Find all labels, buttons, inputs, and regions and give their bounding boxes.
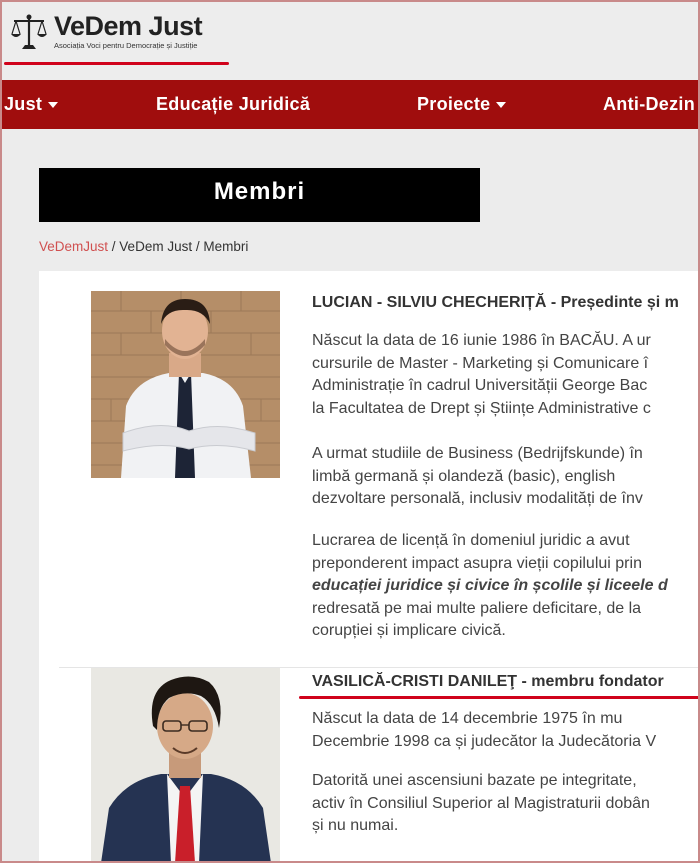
bio-line: preponderent impact asupra vieții copilului prin — [312, 554, 642, 572]
logo-title: VeDem Just — [54, 11, 203, 41]
breadcrumb-separator: / — [108, 239, 120, 254]
bio-line: cursurile de Master - Marketing și Comunicare î — [312, 354, 649, 372]
member-bio-paragraph — [312, 443, 700, 511]
site-header — [0, 0, 700, 80]
bio-line: Administrație în cadrul Universității George Bac — [312, 377, 648, 395]
nav-item-just[interactable] — [4, 80, 58, 129]
main-nav — [0, 80, 700, 129]
bio-line: dezvoltare personală, inclusiv modalități de înv — [312, 490, 643, 508]
bio-line: activ în Consiliul Superior al Magistraturii dobân — [312, 794, 650, 812]
bio-line: Decembrie 1998 ca și judecător la Judecătoria V — [312, 732, 657, 750]
member-bio-paragraph — [312, 330, 700, 420]
bio-line-emphasis: educației juridice și civice în școlile și liceele d — [312, 577, 668, 595]
breadcrumb-section-link[interactable]: VeDem Just — [119, 239, 193, 254]
nav-item-label: Educație Juridică — [156, 94, 311, 114]
logo-underline-annotation — [4, 62, 229, 65]
bio-line: Datorită unei ascensiuni bazate pe integritate, — [312, 772, 637, 789]
member-bio-paragraph — [312, 770, 700, 838]
breadcrumb-separator: / — [192, 239, 204, 254]
bio-line: Născut la data de 14 decembrie 1975 în mu — [312, 710, 623, 727]
bio-line: Născut la data de 16 iunie 1986 în BACĂU. A ur — [312, 332, 651, 349]
bio-line: A urmat studiile de Business (Bedrijfskunde) în — [312, 445, 643, 462]
scales-of-justice-icon — [10, 12, 48, 52]
site-logo[interactable] — [10, 12, 202, 52]
member-name: VASILICĂ-CRISTI DANILEŢ - membru fondator — [312, 673, 664, 690]
member-photo — [91, 668, 280, 863]
logo-subtitle: Asociația Voci pentru Democrație și Justiție — [54, 41, 198, 50]
breadcrumb-home-link[interactable]: VeDemJust — [39, 239, 109, 254]
member-bio-paragraph — [312, 708, 700, 753]
member-name: LUCIAN - SILVIU CHECHERIȚĂ - Președinte și m — [312, 294, 679, 311]
member-bio-paragraph — [312, 530, 700, 643]
nav-item-anti-dezinformare[interactable] — [603, 80, 695, 129]
bio-line: redresată pe mai multe paliere deficitare, de la — [312, 599, 642, 617]
caret-down-icon — [48, 102, 58, 108]
member-name-underline-annotation — [299, 696, 700, 699]
bio-line: corupției și implicare civică. — [312, 622, 506, 640]
nav-item-label: Just — [4, 94, 43, 114]
nav-item-educatie-juridica[interactable] — [156, 80, 310, 129]
nav-item-proiecte[interactable] — [417, 80, 506, 129]
bio-line: limbă germană și olandeză (basic), english — [312, 467, 616, 485]
caret-down-icon — [496, 102, 506, 108]
bio-line: la Facultatea de Drept și Științe Administrative c — [312, 399, 651, 417]
bio-line: și nu numai. — [312, 817, 399, 835]
nav-item-label: Proiecte — [417, 94, 491, 114]
page-title: Membri — [39, 168, 480, 222]
members-list — [39, 271, 700, 863]
breadcrumb — [39, 239, 248, 254]
member-photo — [91, 291, 280, 478]
bio-line: Lucrarea de licență în domeniul juridic a avut — [312, 532, 630, 549]
nav-item-label: Anti-Dezin — [603, 94, 695, 114]
breadcrumb-current: Membri — [203, 239, 249, 254]
